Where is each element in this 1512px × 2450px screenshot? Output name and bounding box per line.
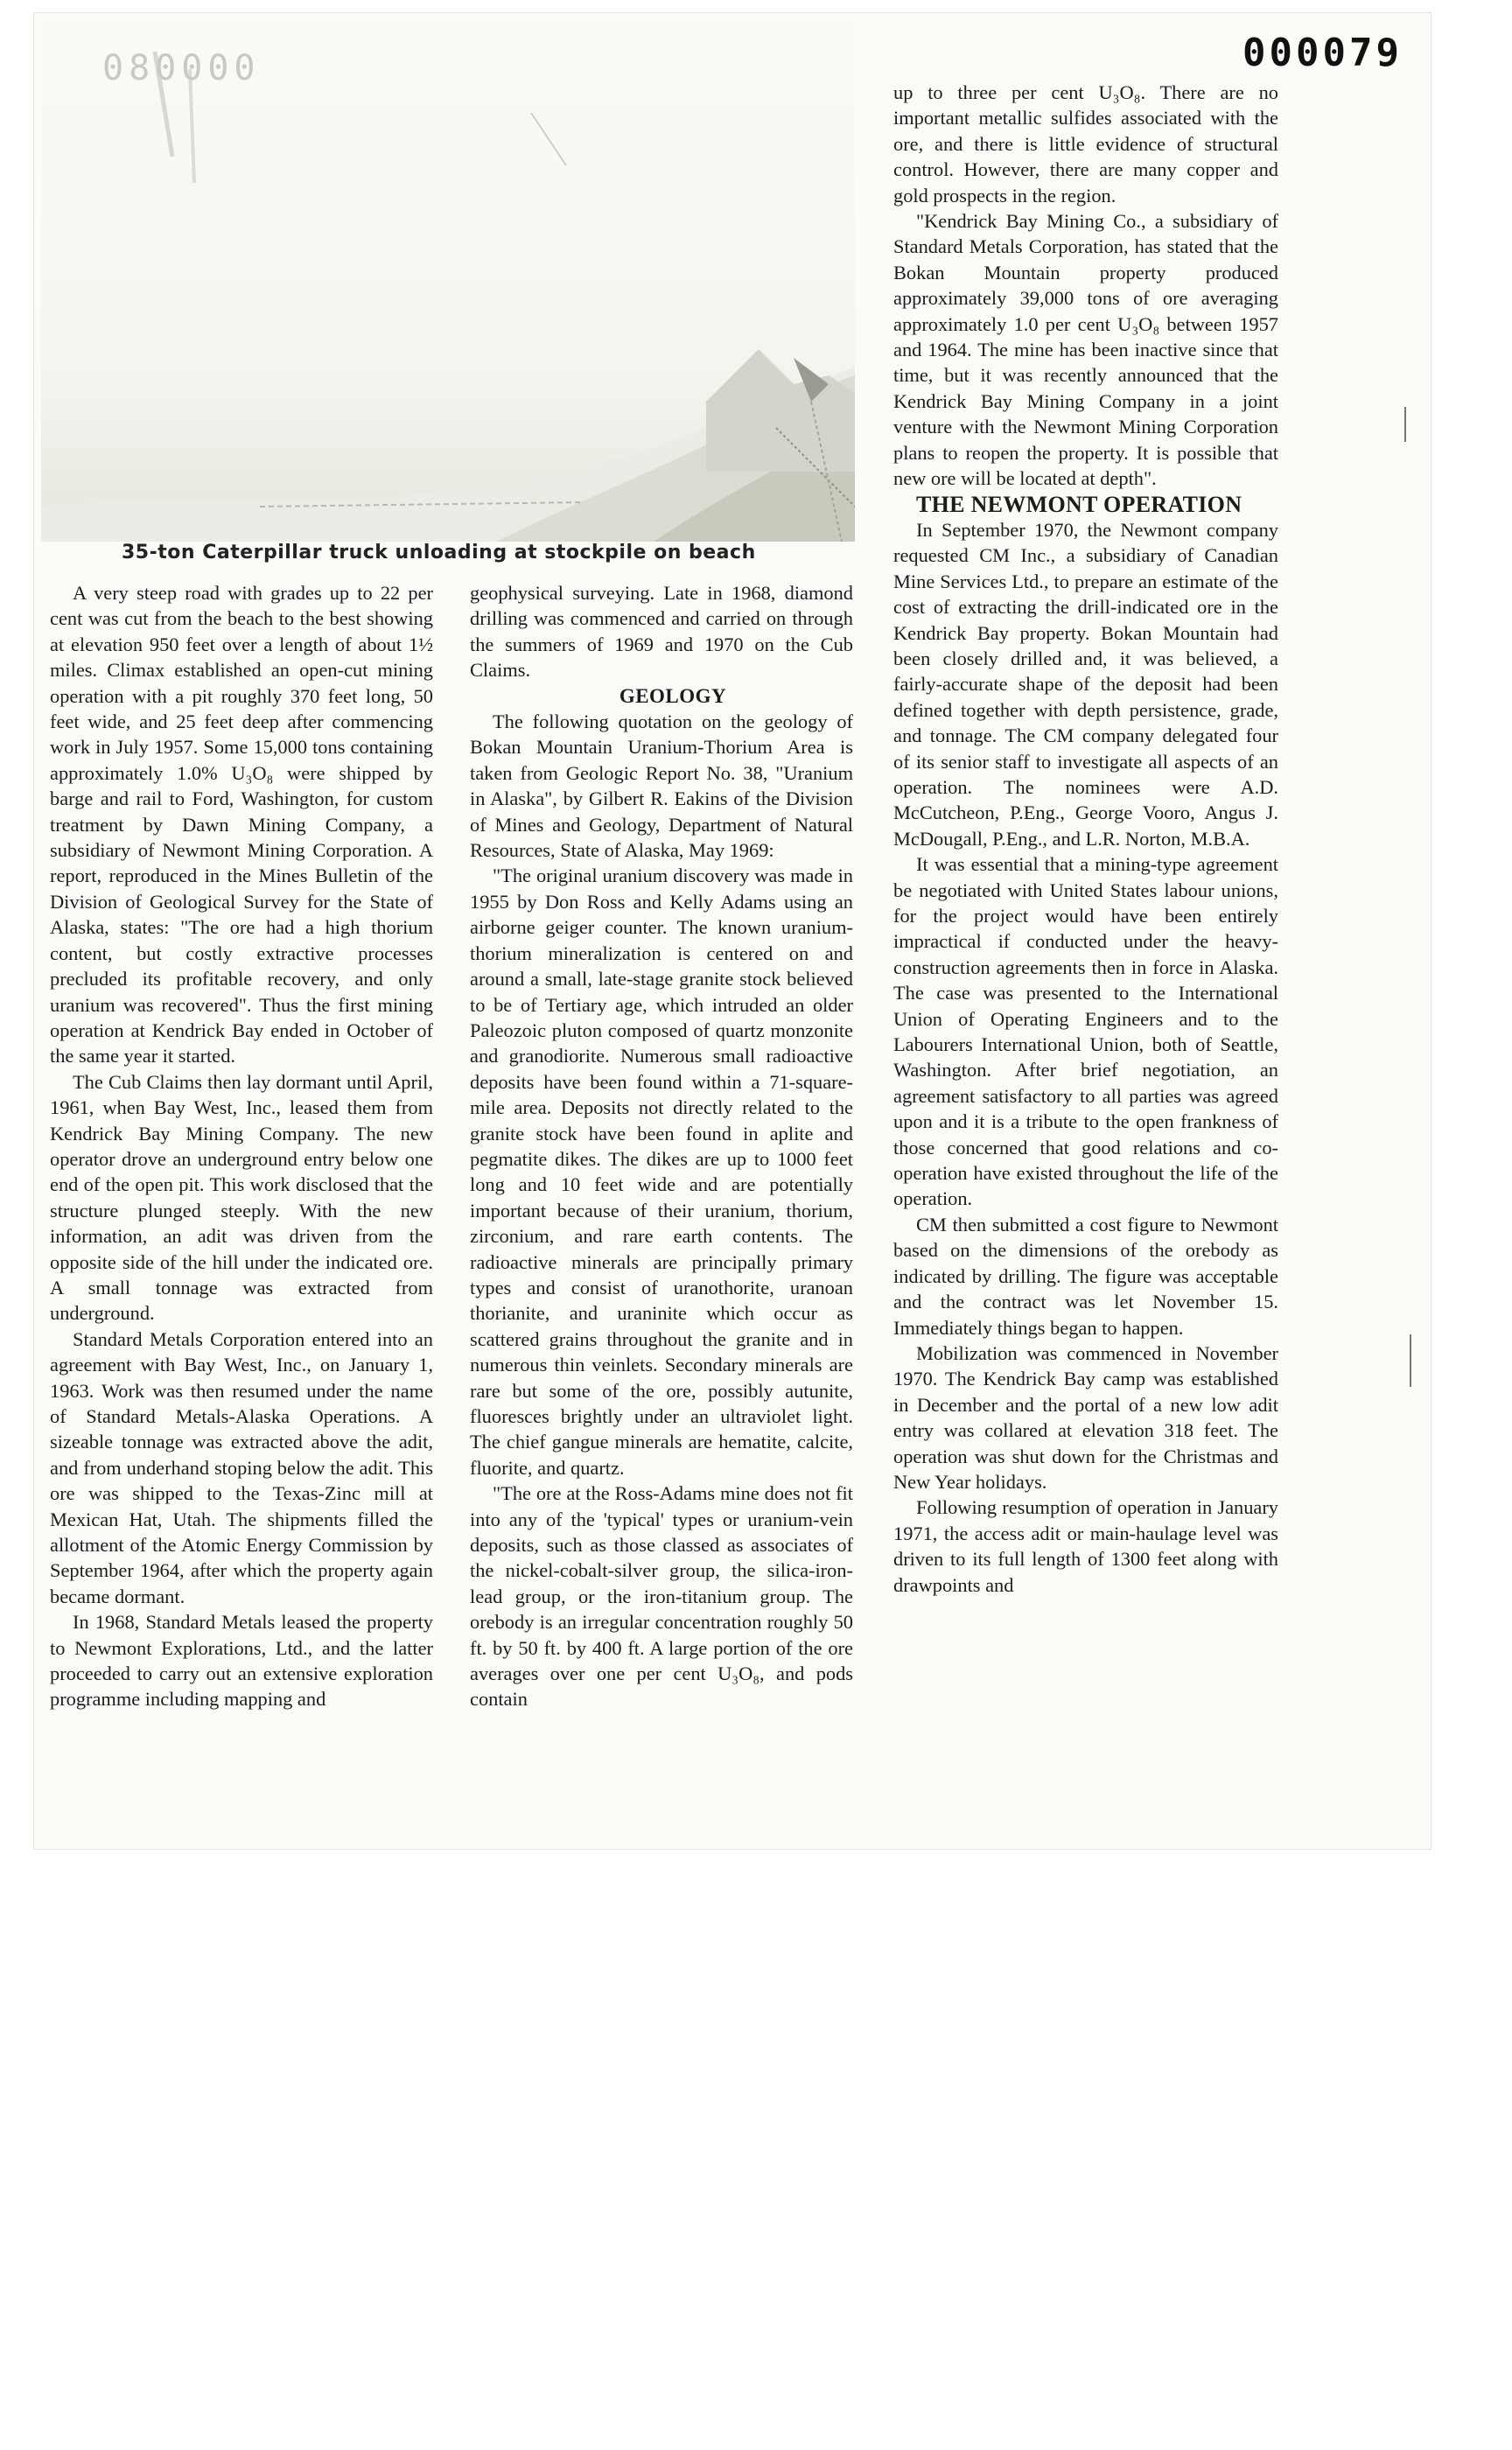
paragraph: The following quotation on the geology of Bokan Mountain Uranium-Thorium Area is taken from Geologic Report No. 38, "Uranium in Alaska", by Gilbert R. Eakins of the Division of Mines and Geology, Department of Natural Resources, State of Alaska, May 1969: xyxy=(470,710,853,862)
page-number: 000079 xyxy=(1242,31,1403,75)
section-heading-geology: GEOLOGY xyxy=(619,684,727,707)
paragraph: In September 1970, the Newmont company requested CM Inc., a subsidiary of Canadian Mine Services Ltd., to prepare an estimate of the cost of extracting the drill-indicated ore in the Kendrick Bay property. Bokan Mountain had been closely drilled and, it was believed, a fairly-accurate shape of the deposit had been defined together with depth persistence, grade, and tonnage. The CM company delegated four of its senior staff to investigate all aspects of an operation. The nominees were A.D. McCutcheon, P.Eng., George Vooro, Angus J. McDougall, P.Eng., and L.R. Norton, M.B.A. xyxy=(893,518,1278,850)
paragraph: In 1968, Standard Metals leased the property to Newmont Explorations, Ltd., and the latter proceeded to carry out an extensive exploration programme including mapping and xyxy=(50,1611,433,1711)
photo-graphic xyxy=(41,17,855,542)
paragraph: geophysical surveying. Late in 1968, diamond drilling was commenced and carried on through the summers of 1969 and 1970 on the Cub Claims. xyxy=(470,582,853,682)
column-left xyxy=(50,580,433,1712)
paragraph: The Cub Claims then lay dormant until April, 1961, when Bay West, Inc., leased them from Kendrick Bay Mining Company. The new operator drove an underground entry below one end of the open pit. This work disclosed that the structure plunged steeply. With the new information, an adit was driven from the opposite side of the hill under the indicated ore. A small tonnage was extracted from underground. xyxy=(50,1070,433,1325)
margin-mark xyxy=(1410,1334,1411,1387)
paragraph: "The original uranium discovery was made in 1955 by Don Ross and Kelly Adams using an airborne geiger counter. The known uranium-thorium mineralization is centered on and around a small, late-stage granite stock believed to be of Tertiary age, which intruded an older Paleozoic pluton composed of quartz monzonite and granodiorite. Numerous small radioactive deposits have been found within a 71-square-mile area. Deposits not directly related to the granite stock have been found in aplite and pegmatite dikes. The dikes are up to 1000 feet long and 10 feet wide and are potentially important because of their uranium, thorium, zirconium, and rare earth contents. The radioactive minerals are principally primary types and consist of uranothorite, uranoan thorianite, and uraninite which occur as scattered grains throughout the granite and in numerous thin veinlets. Secondary minerals are rare but some of the ore, possibly autunite, fluoresces brightly under an ultraviolet light. The chief gangue minerals are hematite, calcite, fluorite, and quartz. xyxy=(470,864,853,1479)
paragraph: CM then submitted a cost figure to Newmont based on the dimensions of the orebody as indicated by drilling. The figure was acceptable and the contract was let November 15. Immediately things began to happen. xyxy=(893,1213,1278,1339)
photo-caption: 35-ton Caterpillar truck unloading at stockpile on beach xyxy=(122,542,756,564)
paragraph: "The ore at the Ross-Adams mine does not fit into any of the 'typical' types or uranium-vein deposits, such as those classed as associates of the nickel-cobalt-silver group, the silica-iron-lead group, or the iron-titanium group. The orebody is an irregular concentration roughly 50 ft. by 50 ft. by 400 ft. A large portion of the ore averages over one per cent U₃O₈, and pods contain xyxy=(470,1482,853,1711)
paragraph: Following resumption of operation in January 1971, the access adit or main-haulage level was driven to its full length of 1300 feet along with drawpoints and xyxy=(893,1496,1278,1596)
scanned-page xyxy=(33,12,1432,1850)
paragraph: Standard Metals Corporation entered into an agreement with Bay West, Inc., on January 1, 1963. Work was then resumed under the name of Standard Metals-Alaska Operations. A sizeable tonnage was extracted above the adit, and from underhand stoping below the adit. This ore was shipped to the Texas-Zinc mill at Mexican Hat, Utah. The shipments filled the allotment of the Atomic Energy Commission by September 1964, after which the property again became dormant. xyxy=(50,1327,433,1607)
column-middle xyxy=(470,580,853,1712)
page-stamp: 080000 xyxy=(102,48,261,88)
paragraph: Mobilization was commenced in November 1970. The Kendrick Bay camp was established in December and the portal of a new low adit entry was collared at elevation 318 feet. The operation was shut down for the Christmas and New Year holidays. xyxy=(893,1341,1278,1493)
paragraph: up to three per cent U₃O₈. There are no important metallic sulfides associated with the ore, and there is little evidence of structural control. However, there are many copper and gold prospects in the region. xyxy=(893,81,1278,206)
paragraph: It was essential that a mining-type agreement be negotiated with United States labour unions, for the project would have been entirely impractical if conducted under the heavy-construction agreements then in force in Alaska. The case was presented to the International Union of Operating Engineers and to the Labourers International Union, both of Seattle, Washington. After brief negotiation, an agreement satisfactory to all parties was agreed upon and it is a tribute to the open frankness of those concerned that good relations and co-operation have existed throughout the life of the operation. xyxy=(893,853,1278,1210)
photo xyxy=(41,17,855,542)
column-right xyxy=(893,80,1278,1598)
paragraph: "Kendrick Bay Mining Co., a subsidiary of Standard Metals Corporation, has stated that the Bokan Mountain property produced approximately 39,000 tons of ore averaging approximately 1.0 per cent U₃O₈ between 1957 and 1964. The mine has been inactive since that time, but it was recently announced that the Kendrick Bay Mining Company in a joint venture with the Newmont Mining Corporation plans to reopen the property. It is possible that new ore will be located at depth". xyxy=(893,210,1278,490)
section-heading-newmont: THE NEWMONT OPERATION xyxy=(916,491,1242,517)
margin-mark xyxy=(1404,407,1406,442)
paragraph: A very steep road with grades up to 22 per cent was cut from the beach to the best showing at elevation 950 feet over a length of about 1½ miles. Climax established an open-cut mining operation with a pit roughly 370 feet long, 50 feet wide, and 25 feet deep after commencing work in July 1957. Some 15,000 tons containing approximately 1.0% U₃O₈ were shipped by barge and rail to Ford, Washington, for custom treatment by Dawn Mining Company, a subsidiary of Newmont Mining Corporation. A report, reproduced in the Mines Bulletin of the Division of Geological Survey for the State of Alaska, states: "The ore had a high thorium content, but costly extractive processes precluded its profitable recovery, and only uranium was recovered". Thus the first mining operation at Kendrick Bay ended in October of the same year it started. xyxy=(50,582,433,1068)
